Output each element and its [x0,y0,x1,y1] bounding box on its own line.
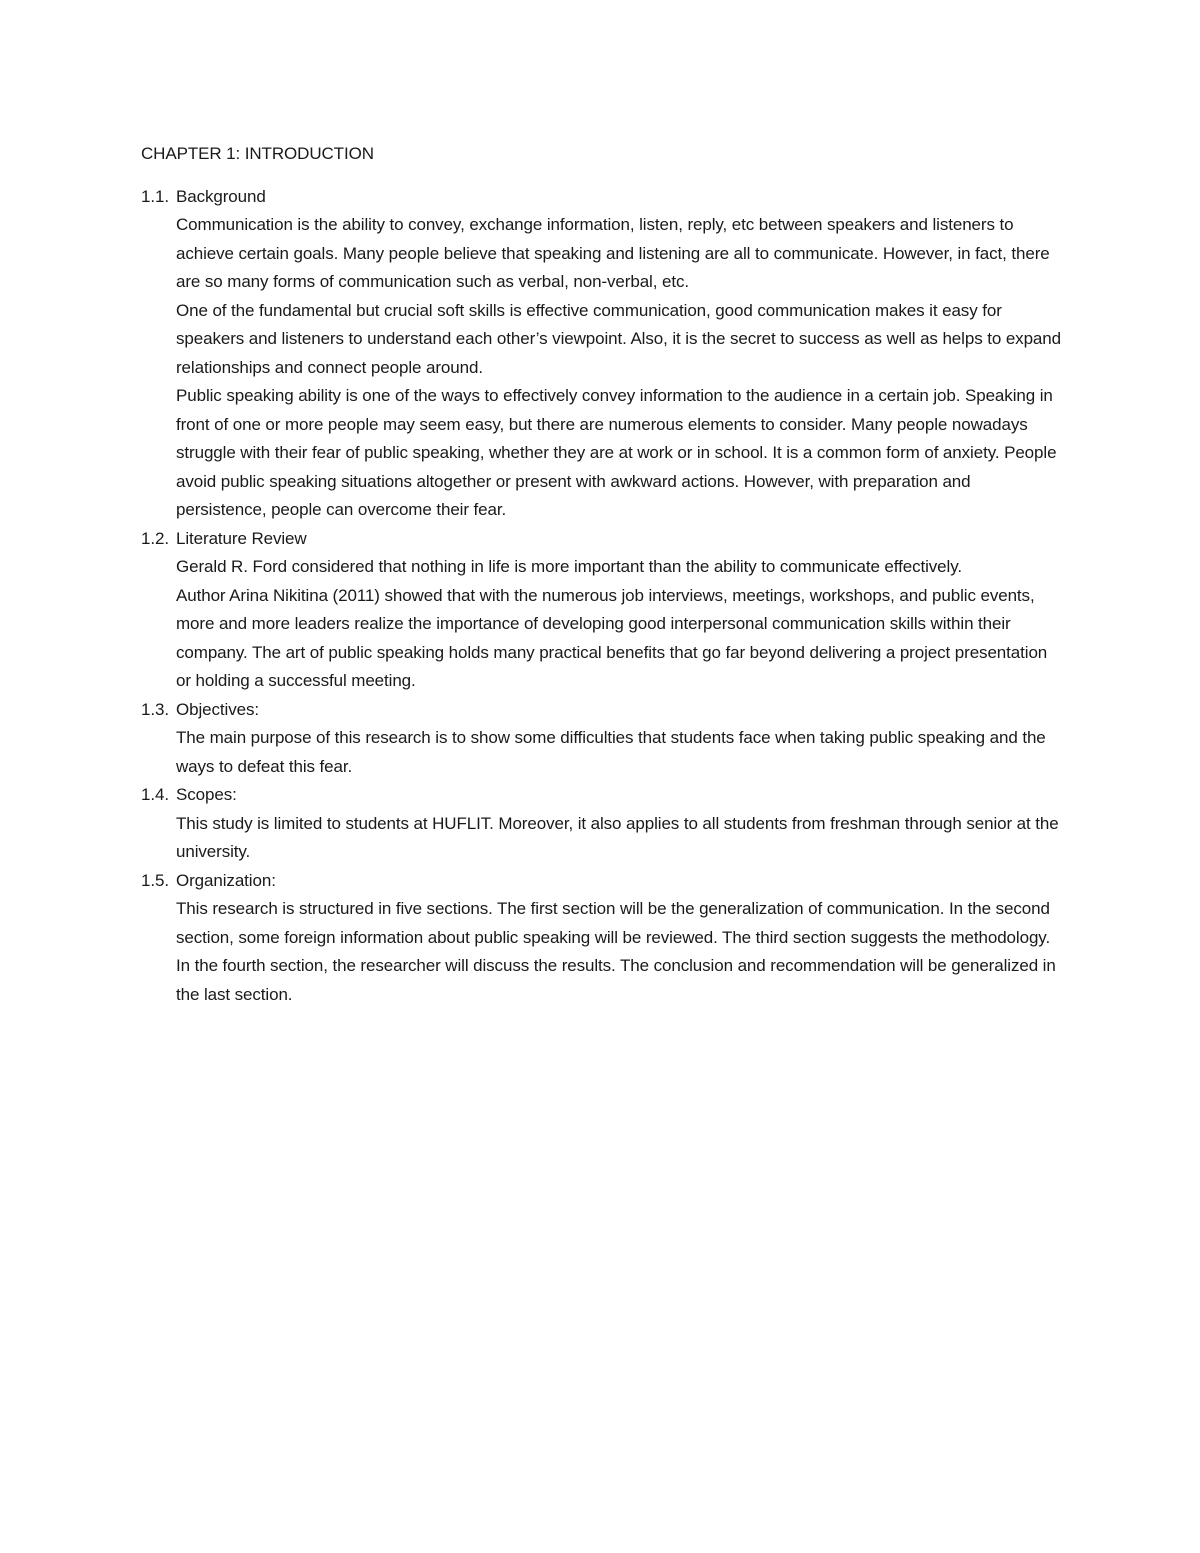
section-organization [141,867,1061,1010]
paragraph: This research is structured in five sections. The first section will be the generalization of communication. In the second section, some foreign information about public speaking will be reviewed. The third section suggests the methodology. In the fourth section, the researcher will discuss the results. The conclusion and recommendation will be generalized in the last section. [176,899,1056,1004]
section-number: 1.5. [141,870,169,890]
section-heading [141,183,1061,212]
section-number: 1.1. [141,186,169,206]
section-scopes [141,781,1061,867]
section-number: 1.2. [141,528,169,548]
paragraph: Gerald R. Ford considered that nothing in life is more important than the ability to communicate effectively. [176,557,962,576]
paragraph: One of the fundamental but crucial soft skills is effective communication, good communication makes it easy for speakers and listeners to understand each other’s viewpoint. Also, it is the secret to success as well as helps to expand relationships and connect people around. [176,300,1061,377]
section-heading [141,781,1061,810]
section-number: 1.4. [141,785,169,804]
section-background [141,183,1061,525]
section-title: Scopes: [176,785,237,804]
section-body [176,810,1061,867]
section-title: Background [176,186,266,206]
section-heading [141,525,1061,554]
document-content [141,140,1061,1009]
section-title: Organization: [176,870,276,890]
section-heading [141,696,1061,725]
paragraph: Communication is the ability to convey, exchange information, listen, reply, etc between speakers and listeners to achieve certain goals. Many people believe that speaking and listening are all to communicate. However, in fact, there are so many forms of communication such as verbal, non-verbal, etc. [176,215,1050,291]
paragraph: The main purpose of this research is to show some difficulties that students face when taking public speaking and the ways to defeat this fear. [176,728,1046,776]
paragraph: This study is limited to students at HUFLIT. Moreover, it also applies to all students from freshman through senior at the university. [176,813,1059,861]
section-body [176,553,1061,696]
section-body [176,211,1061,525]
section-title: Literature Review [176,528,307,548]
chapter-title: CHAPTER 1: INTRODUCTION [141,144,374,163]
paragraph: Author Arina Nikitina (2011) showed that with the numerous job interviews, meetings, workshops, and public events, more and more leaders realize the importance of developing good interpersonal communication skills within their company. The art of public speaking holds many practical benefits that go far beyond delivering a project presentation or holding a successful meeting. [176,585,1048,690]
section-heading [141,867,1061,896]
section-body [176,724,1061,781]
section-title: Objectives: [176,699,259,719]
section-number: 1.3. [141,699,169,719]
paragraph: Public speaking ability is one of the ways to effectively convey information to the audience in a certain job. Speaking in front of one or more people may seem easy, but there are numerous elements to consider. Many people nowadays struggle with their fear of public speaking, whether they are at work or in school. It is a common form of anxiety. People avoid public speaking situations altogether or present with awkward actions. However, with preparation and persistence, people can overcome their fear. [176,386,1057,519]
section-literature-review [141,525,1061,696]
section-objectives [141,696,1061,782]
section-body [176,895,1061,1009]
